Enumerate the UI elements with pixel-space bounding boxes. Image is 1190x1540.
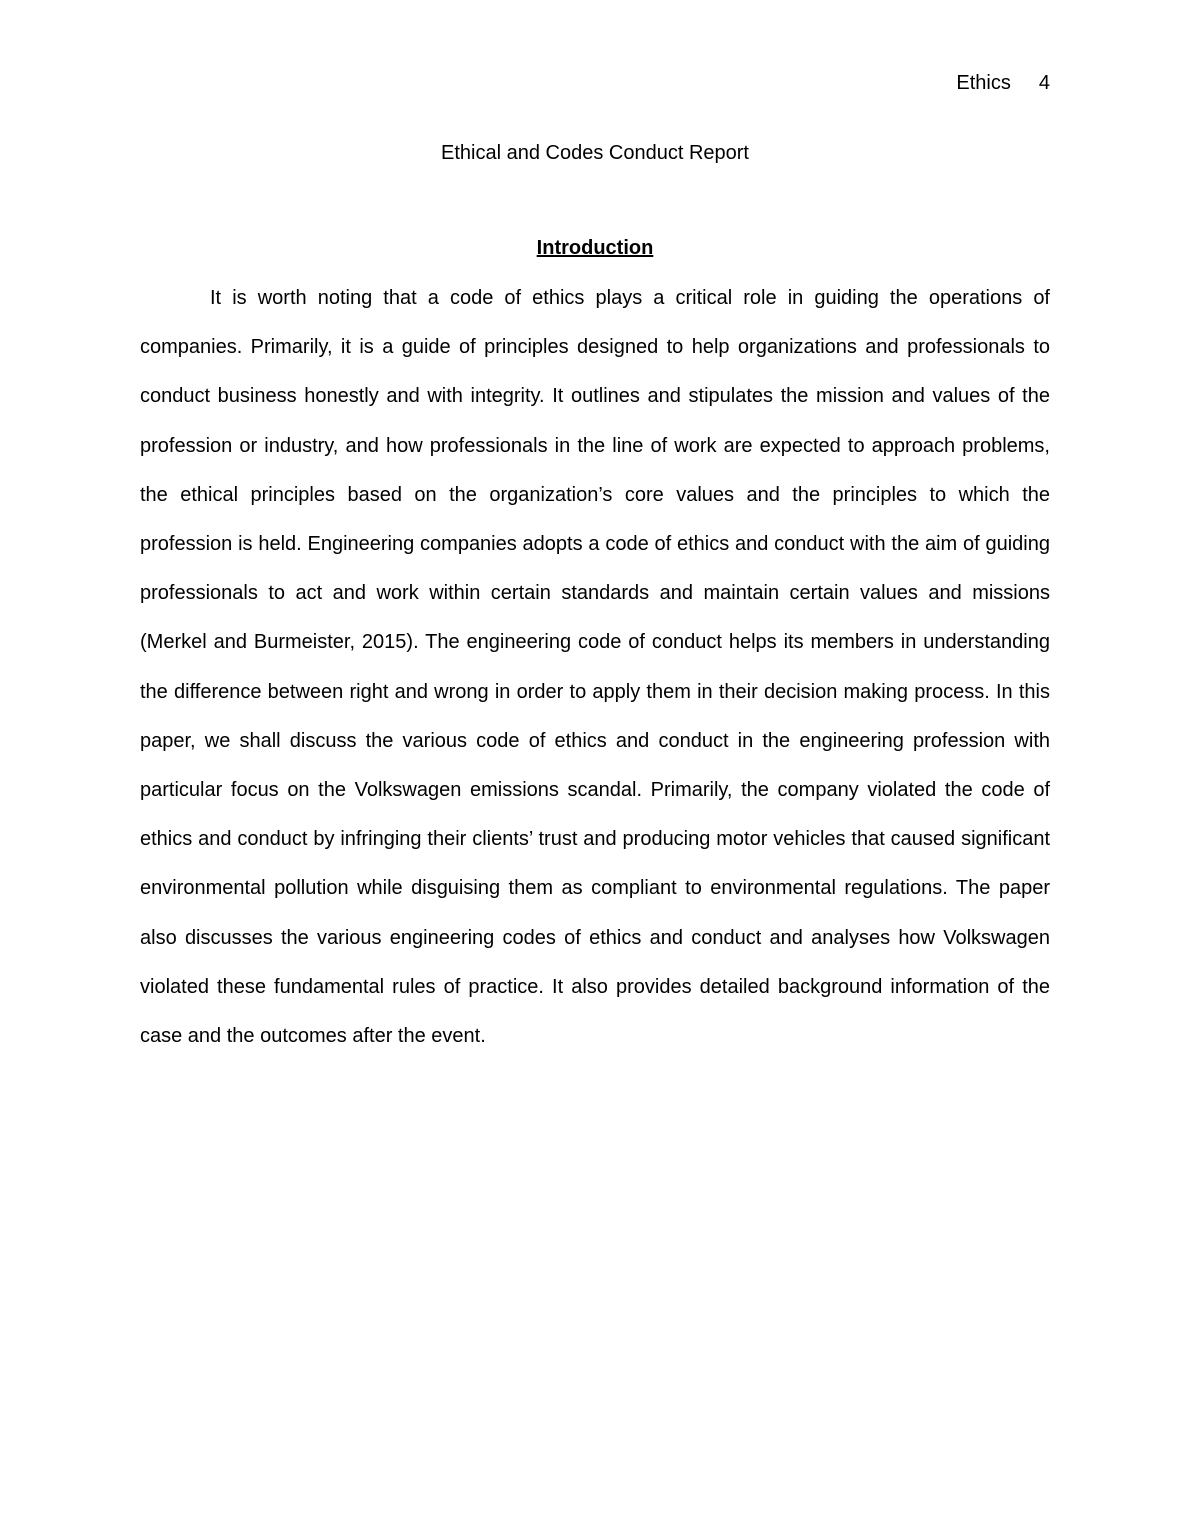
document-title: Ethical and Codes Conduct Report: [441, 142, 749, 164]
body-paragraph: It is worth noting that a code of ethics plays a critical role in guiding the operations of companies. Primarily, it is a guide of principles designed to help organizations and professionals to conduct business honestly and with integrity. It outlines and stipulates the mission and values of the profession or industry, and how professionals in the line of work are expected to approach problems, the ethical principles based on the organization’s core values and the principles to which the profession is held. Engineering companies adopts a code of ethics and conduct with the aim of guiding professionals to act and work within certain standards and maintain certain values and missions (Merkel and Burmeister, 2015). The engineering code of conduct helps its members in understanding the difference between right and wrong in order to apply them in their decision making process. In this paper, we shall discuss the various code of ethics and conduct in the engineering profession with particular focus on the Volkswagen emissions scandal. Primarily, the company violated the code of ethics and conduct by infringing their clients’ trust and producing motor vehicles that caused significant environmental pollution while disguising them as compliant to environmental regulations. The paper also discusses the various engineering codes of ethics and conduct and analyses how Volkswagen violated these fundamental rules of practice. It also provides detailed background information of the case and the outcomes after the event.: [140, 287, 1050, 1048]
running-header: [956, 70, 1050, 96]
running-head-text: Ethics: [956, 72, 1011, 94]
page-number: 4: [1038, 72, 1050, 94]
section-heading-text: Introduction: [536, 237, 654, 259]
section-heading: [140, 235, 1050, 261]
